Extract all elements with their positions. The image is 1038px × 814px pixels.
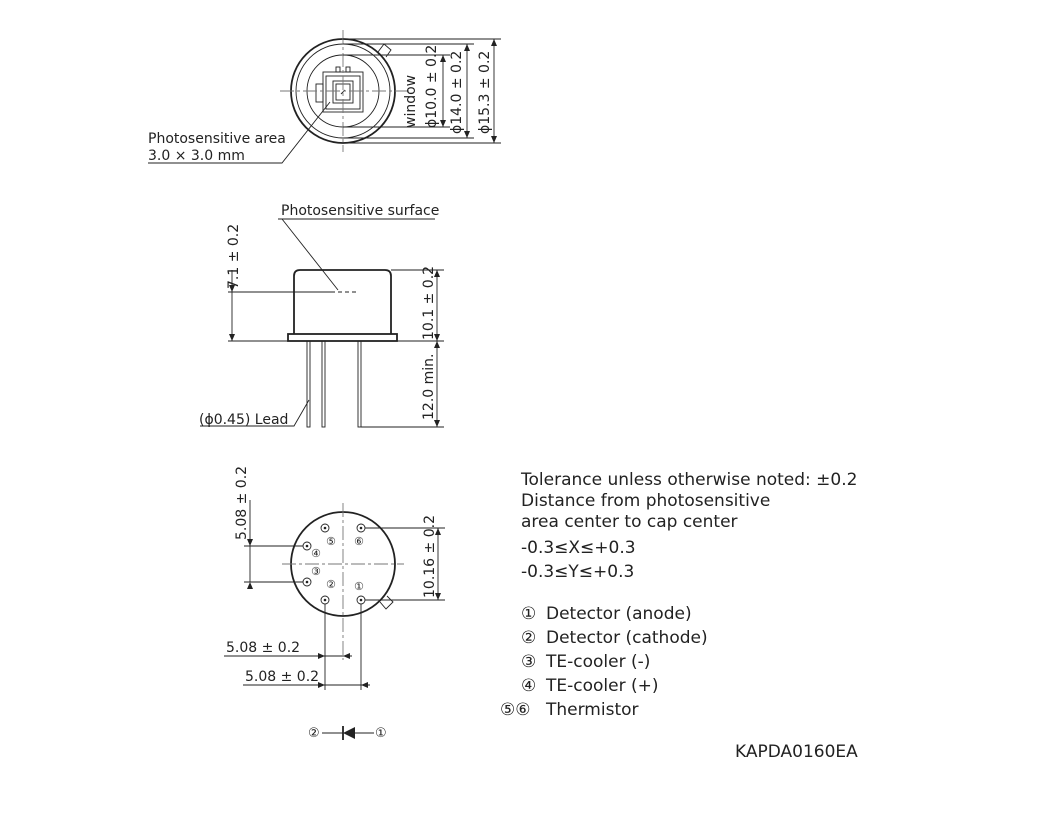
pin-legend <box>500 604 708 720</box>
side-view <box>199 203 444 428</box>
bottom-horizontal-dim-2: 5.08 ± 0.2 <box>245 669 320 685</box>
window-diameter: ϕ10.0 ± 0.2 <box>424 44 440 128</box>
legend-num-2: ② <box>521 628 537 648</box>
notes <box>520 470 857 582</box>
flange-diameter: ϕ15.3 ± 0.2 <box>477 50 493 134</box>
legend-desc-5: Thermistor <box>546 700 639 720</box>
note-y-range: -0.3≤Y≤+0.3 <box>521 562 635 582</box>
cap-body <box>294 270 391 334</box>
legend-desc-4: TE-cooler (+) <box>546 676 659 696</box>
note-tolerance: Tolerance unless otherwise noted: ±0.2 <box>521 470 858 490</box>
pin-number-4: ④ <box>311 547 321 560</box>
leads <box>307 341 361 427</box>
diode-schematic <box>308 726 387 741</box>
pin-number-6: ⑥ <box>354 535 364 548</box>
diode-triangle <box>343 727 355 739</box>
lead-label: (ϕ0.45) Lead <box>199 412 289 428</box>
pin-number-2: ② <box>326 578 336 591</box>
legend-num-1: ① <box>521 604 537 624</box>
legend-desc-1: Detector (anode) <box>546 604 692 624</box>
surface-height: 7.1 ± 0.2 <box>226 223 242 289</box>
bottom-horizontal-dim-1: 5.08 ± 0.2 <box>226 640 301 656</box>
photosensitive-area-label: Photosensitive area <box>148 131 286 147</box>
cap-height: 10.1 ± 0.2 <box>421 265 437 340</box>
pin-number-3: ③ <box>311 565 321 578</box>
bottom-vertical-left-dim: 5.08 ± 0.2 <box>234 465 250 540</box>
bottom-view <box>224 466 445 690</box>
header-flange <box>288 334 397 341</box>
legend-desc-3: TE-cooler (-) <box>546 652 651 672</box>
pin-number-1: ① <box>354 580 364 593</box>
lead-length: 12.0 min. <box>421 353 437 420</box>
note-x-range: -0.3≤X≤+0.3 <box>521 538 636 558</box>
note-distance-1: Distance from photosensitive <box>521 491 771 511</box>
legend-num-4: ④ <box>521 676 537 696</box>
legend-desc-2: Detector (cathode) <box>546 628 708 648</box>
photosensitive-area-size: 3.0 × 3.0 mm <box>148 148 245 164</box>
schematic-pin-left: ② <box>308 726 320 741</box>
schematic-pin-right: ① <box>375 726 387 741</box>
detector-chip <box>316 67 363 112</box>
photosensitive-surface-label: Photosensitive surface <box>281 203 440 219</box>
legend-num-3: ③ <box>521 652 537 672</box>
surface-leader <box>282 219 338 290</box>
cap-diameter: ϕ14.0 ± 0.2 <box>449 50 465 134</box>
window-label: window <box>403 74 419 128</box>
pin-number-5: ⑤ <box>326 535 336 548</box>
top-view <box>148 30 501 164</box>
bottom-vertical-right-dim: 10.16 ± 0.2 <box>422 515 438 598</box>
drawing-code: KAPDA0160EA <box>735 742 858 762</box>
note-distance-2: area center to cap center <box>521 512 738 532</box>
legend-num-5: ⑤⑥ <box>500 700 531 720</box>
